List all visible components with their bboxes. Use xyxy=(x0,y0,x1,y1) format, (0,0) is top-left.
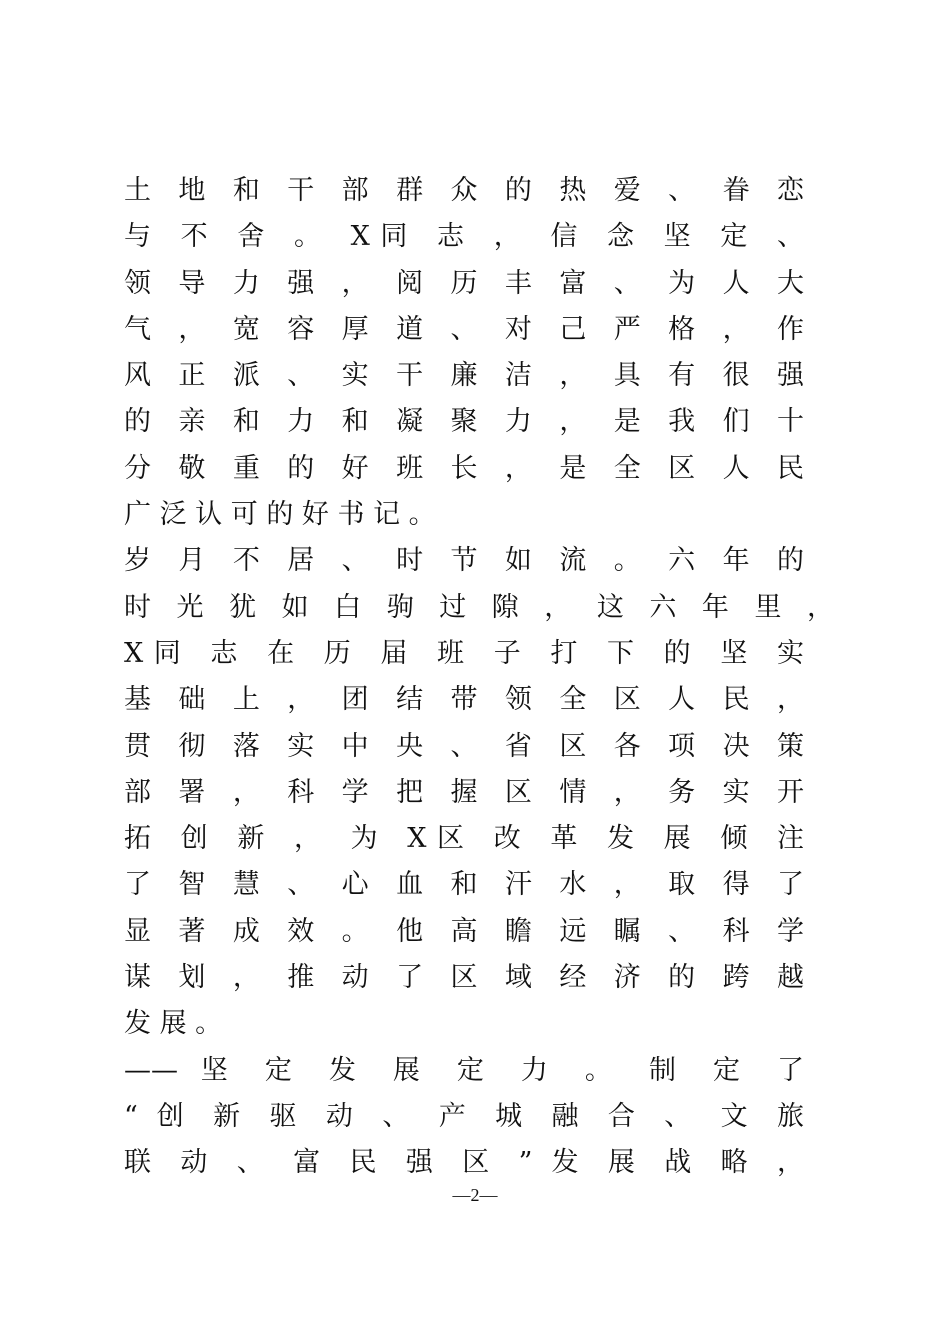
document-body xyxy=(124,168,834,1187)
text-line-15: 拓 创 新 ， 为 X区 改 革 发 展 倾 注 xyxy=(124,823,804,855)
text-line-4: 气 ， 宽 容 厚 道 、 对 己 严 格 ， 作 xyxy=(124,313,804,345)
text-line-3: 领 导 力 强 ， 阅 历 丰 富 、 为 人 大 xyxy=(124,267,804,299)
text-line-20: —— 坚 定 发 展 定 力 。 制 定 了 xyxy=(124,1054,804,1086)
text-line-16: 了 智 慧 、 心 血 和 汗 水 ， 取 得 了 xyxy=(124,869,804,901)
text-line-18: 谋 划 ， 推 动 了 区 域 经 济 的 跨 越 xyxy=(124,962,804,994)
text-line-7: 分 敬 重 的 好 班 长 ， 是 全 区 人 民 xyxy=(124,452,804,484)
text-line-10: 时 光 犹 如 白 驹 过 隙 ， 这 六 年 里 ， xyxy=(124,591,834,623)
text-line-5: 风 正 派 、 实 干 廉 洁 ， 具 有 很 强 xyxy=(124,360,804,392)
text-line-14: 部 署 ， 科 学 把 握 区 情 ， 务 实 开 xyxy=(124,776,804,808)
text-line-6: 的 亲 和 力 和 凝 聚 力 ， 是 我 们 十 xyxy=(124,406,804,438)
text-line-9: 岁 月 不 居 、 时 节 如 流 。 六 年 的 xyxy=(124,545,804,577)
text-line-13: 贯 彻 落 实 中 央 、 省 区 各 项 决 策 xyxy=(124,730,804,762)
text-line-19: 发 展 。 xyxy=(124,1008,223,1040)
text-line-8: 广 泛 认 可 的 好 书 记 。 xyxy=(124,499,436,531)
text-line-1: 土 地 和 干 部 群 众 的 热 爱 、 眷 恋 xyxy=(124,175,804,206)
page-number: —2— xyxy=(452,1185,498,1205)
text-line-21: “ 创 新 驱 动 、 产 城 融 合 、 文 旅 xyxy=(124,1100,804,1132)
text-line-17: 显 著 成 效 。 他 高 瞻 远 瞩 、 科 学 xyxy=(124,915,804,947)
text-line-2: 与 不 舍 。 X同 志 ， 信 念 坚 定 、 xyxy=(124,221,804,253)
text-line-22: 联 动 、 富 民 强 区 ” 发 展 战 略 ， xyxy=(124,1147,804,1179)
text-line-11: X同 志 在 历 届 班 子 打 下 的 坚 实 xyxy=(124,637,804,669)
text-line-12: 基 础 上 ， 团 结 带 领 全 区 人 民 ， xyxy=(124,684,804,716)
